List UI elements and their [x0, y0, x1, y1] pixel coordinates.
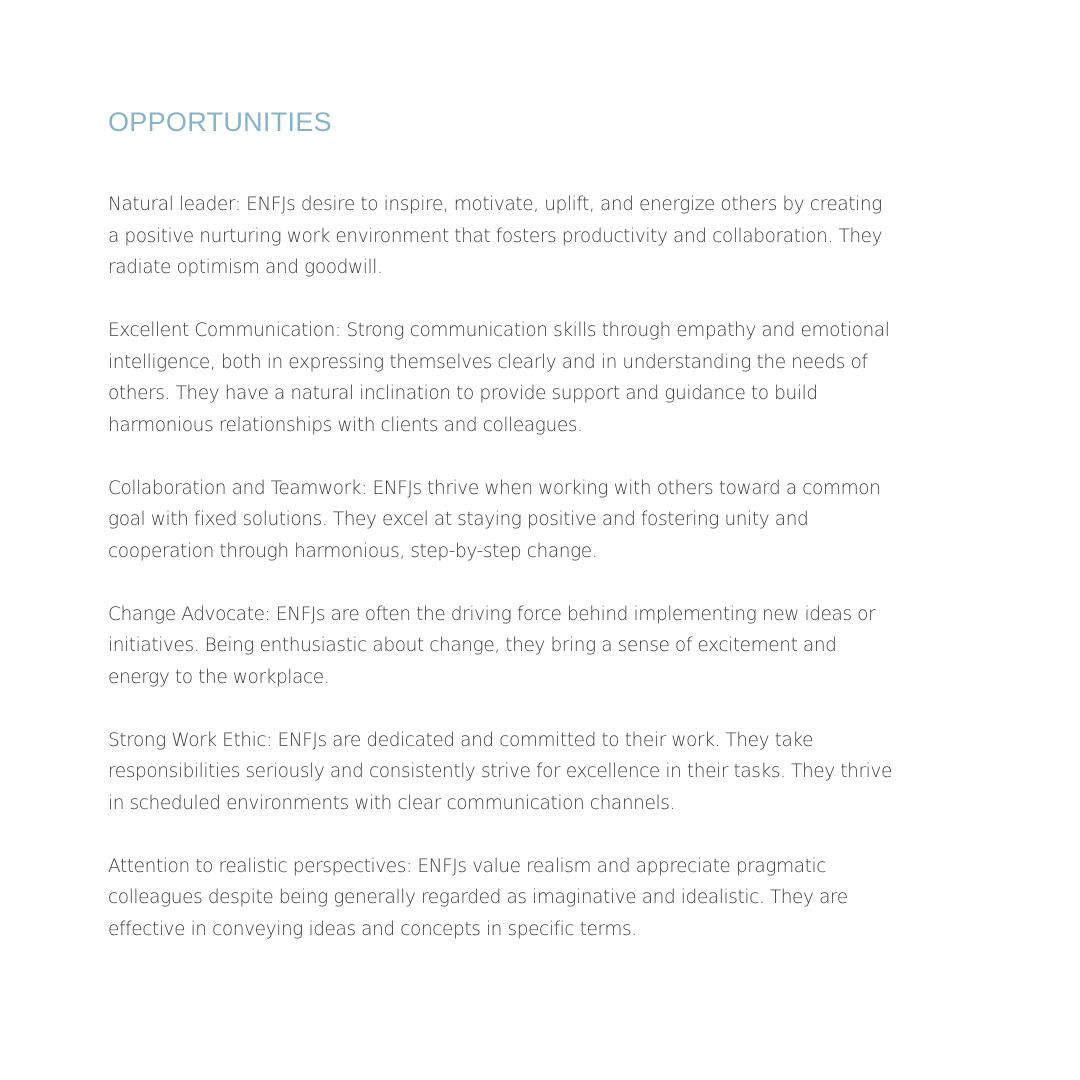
paragraph-strong-work-ethic: Strong Work Ethic: ENFJs are dedicated and committed to their work. They take responsibilities seriously and consistently strive for excellence in their tasks. They thrive in scheduled environments with clear communication channels.	[108, 729, 892, 814]
section-heading: OPPORTUNITIES	[108, 107, 332, 137]
paragraph-collaboration-teamwork: Collaboration and Teamwork: ENFJs thrive when working with others toward a common goal with fixed solutions. They excel at staying positive and fostering unity and cooperation through harmonious, step-by-step change.	[108, 477, 881, 562]
paragraph-excellent-communication: Excellent Communication: Strong communication skills through empathy and emotional intelligence, both in expressing themselves clearly and in understanding the needs of others. They have a natural inclination to provide support and guidance to build harmonious relationships with clients and colleagues.	[108, 320, 890, 436]
opportunities-section	[108, 104, 898, 977]
paragraph-realistic-perspectives: Attention to realistic perspectives: ENFJs value realism and appreciate pragmatic colleagues despite being generally regarded as imaginative and idealistic. They are effective in conveying ideas and concepts in specific terms.	[108, 855, 848, 940]
paragraph-natural-leader: Natural leader: ENFJs desire to inspire, motivate, uplift, and energize others by creating a positive nurturing work environment that fosters productivity and collaboration. They radiate optimism and goodwill.	[108, 194, 883, 278]
paragraph-change-advocate: Change Advocate: ENFJs are often the driving force behind implementing new ideas or initiatives. Being enthusiastic about change, they bring a sense of excitement and energy to the workplace.	[108, 603, 876, 688]
